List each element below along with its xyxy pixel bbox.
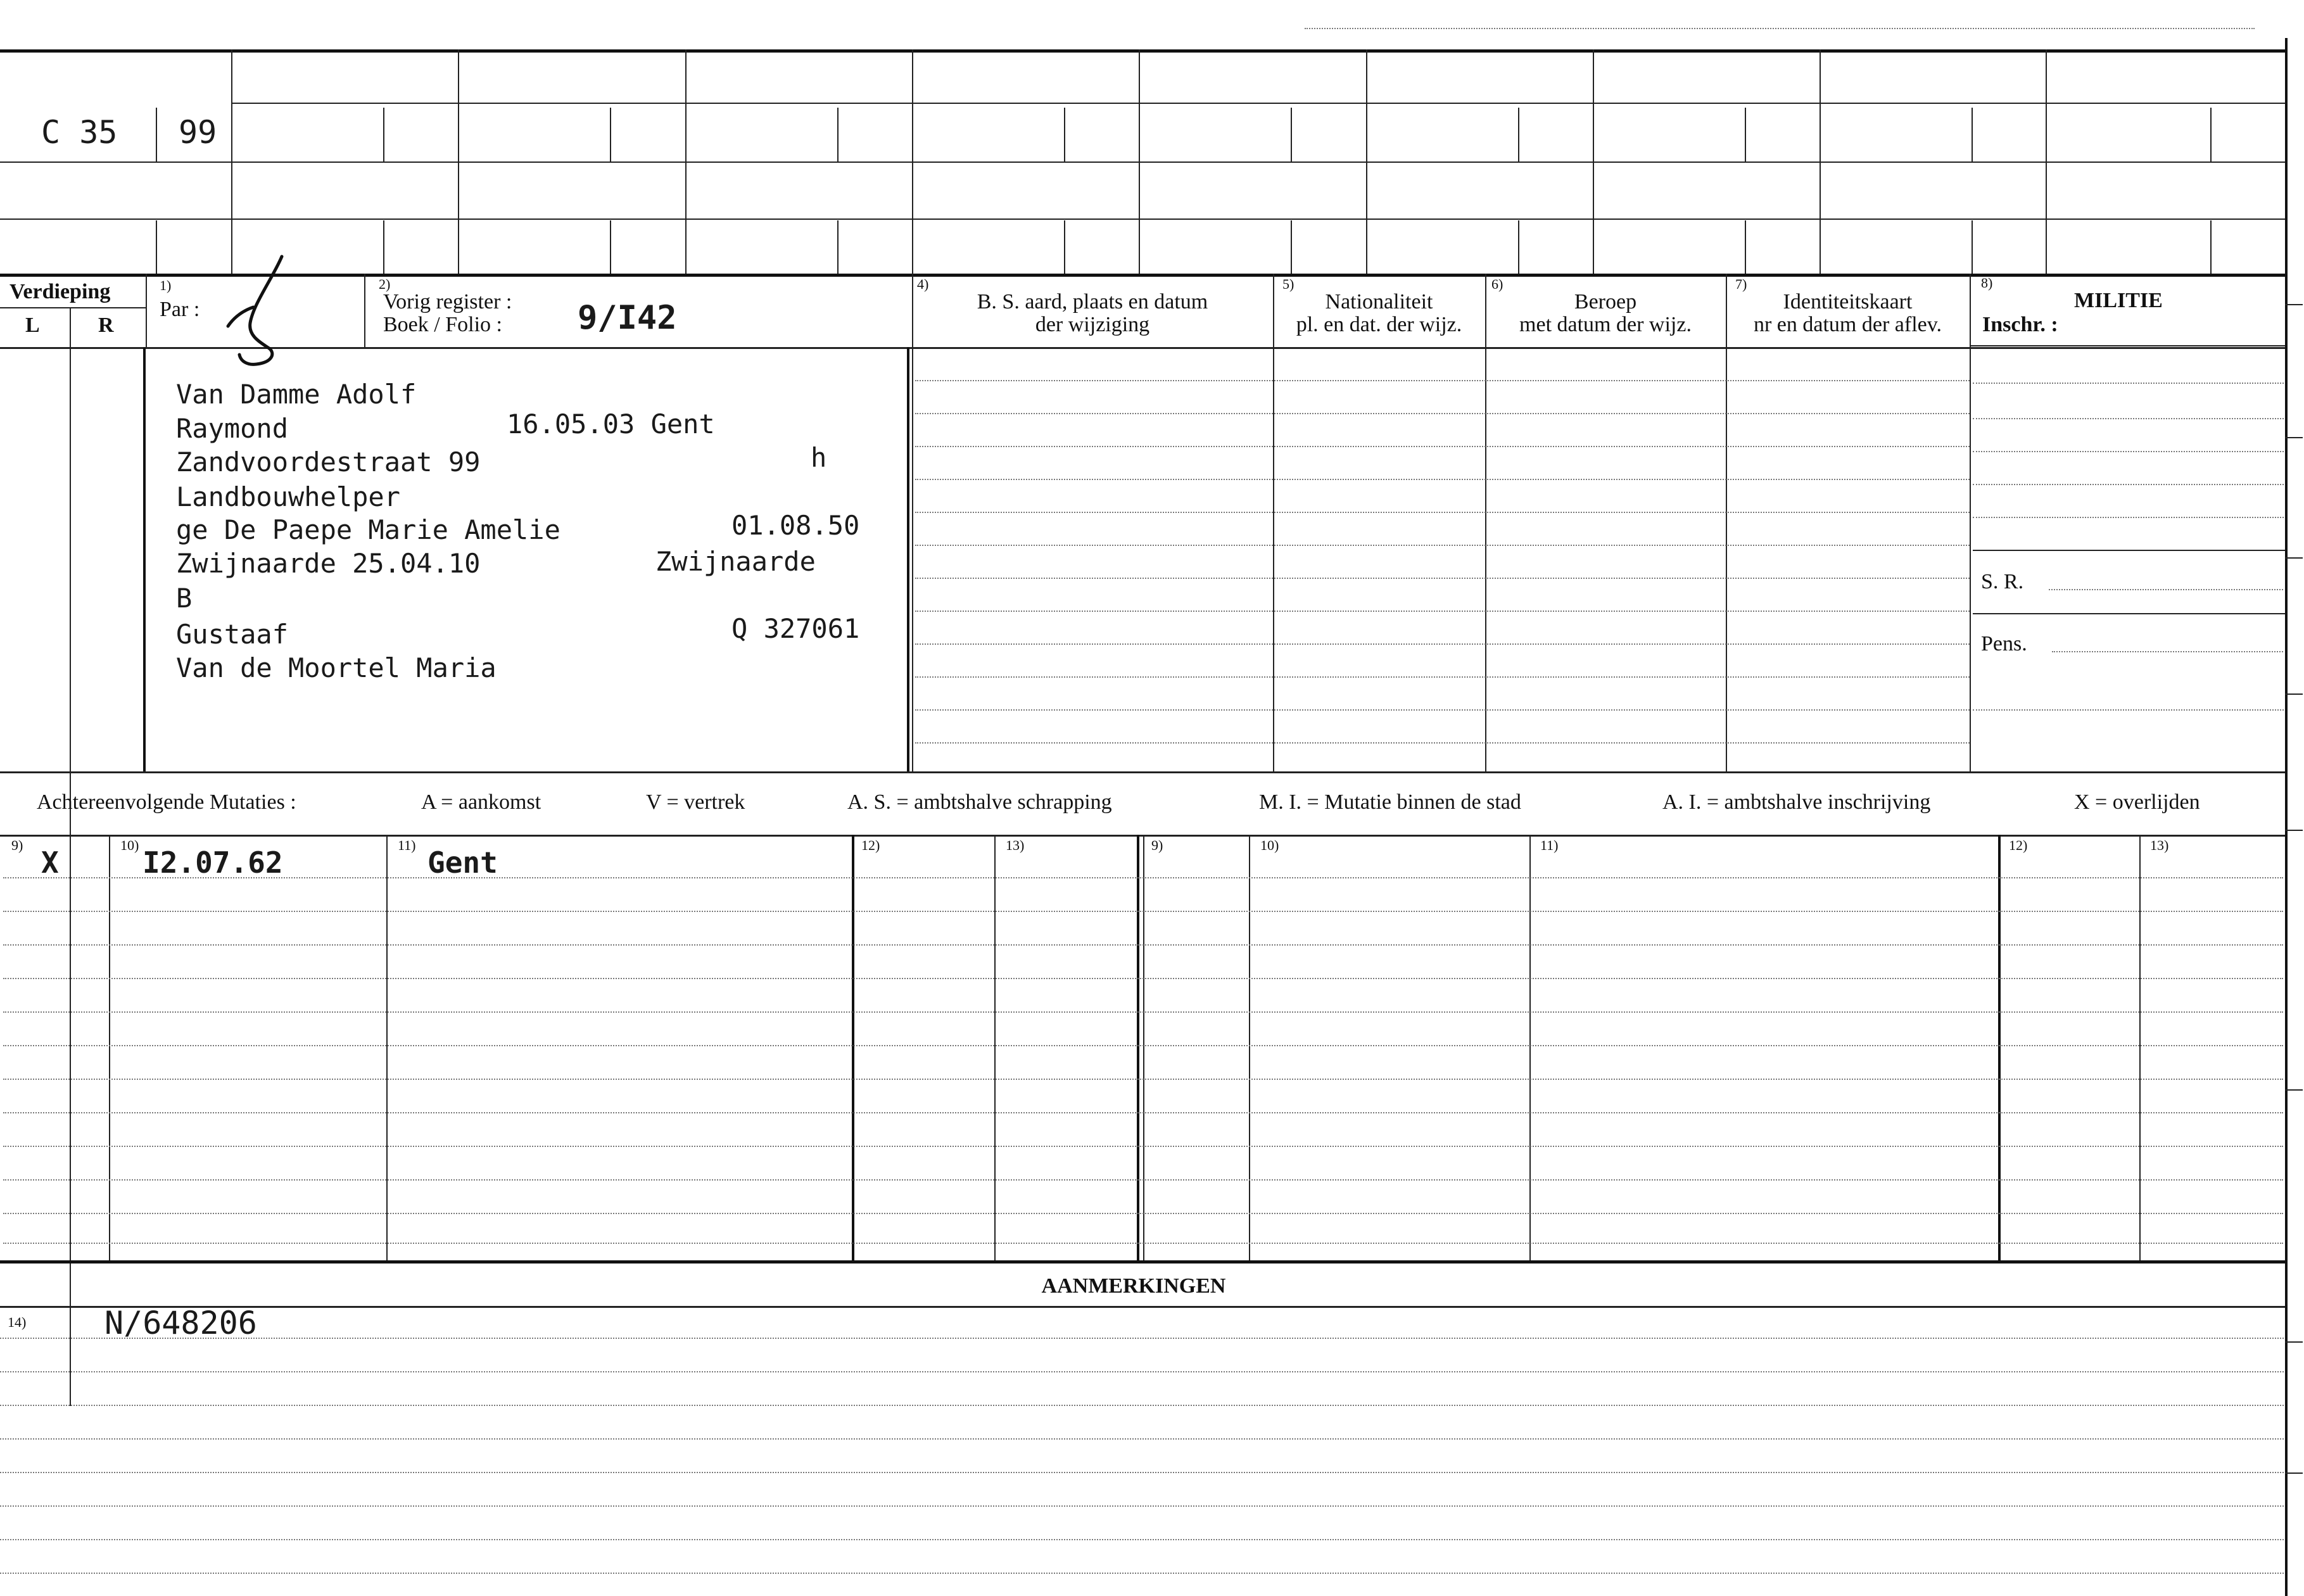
col-r-right	[143, 347, 146, 771]
row-line	[3, 1146, 2283, 1147]
mutaties-bottom-line	[0, 1260, 2286, 1264]
field-2-num: 2)	[379, 276, 391, 292]
militie-left	[1970, 274, 1971, 771]
beroep-left	[1485, 274, 1486, 771]
mut-vline	[1529, 835, 1531, 1260]
mut-col-9-left: 9)	[11, 837, 23, 853]
grid-vline-minor	[2210, 108, 2212, 162]
person-bottom-line	[0, 771, 2286, 773]
row-line	[1973, 550, 2286, 551]
mut-col-11-right: 11)	[1540, 837, 1559, 853]
mut-vline	[2139, 835, 2141, 1260]
vorig-left	[364, 274, 365, 347]
row-line	[1973, 484, 2286, 485]
register-number: 99	[179, 114, 217, 151]
bs-left	[912, 274, 913, 771]
torn-edge-line	[1305, 28, 2255, 29]
boek-folio-value: 9/I42	[578, 299, 677, 337]
id-line1: Identiteitskaart	[1783, 290, 1913, 314]
row-line	[915, 479, 1970, 480]
edge-tick	[2285, 694, 2303, 695]
field-7-num: 7)	[1735, 276, 1747, 292]
mut-vline	[386, 835, 388, 1260]
grid-vline-minor	[156, 220, 157, 274]
mut-vline	[994, 835, 996, 1260]
legend-ambtshalve-schrapping: A. S. = ambtshalve schrapping	[847, 790, 1112, 814]
field-1-num: 1)	[160, 277, 172, 293]
inschr-label: Inschr. :	[1982, 313, 2058, 336]
person-marriage-place: Zwijnaarde	[655, 546, 816, 577]
grid-line	[231, 103, 2286, 104]
row-line	[915, 446, 1970, 447]
bs-line1: B. S. aard, plaats en datum	[977, 290, 1208, 314]
edge-tick	[2285, 304, 2303, 305]
person-sex: h	[811, 442, 827, 473]
militie-line	[1970, 345, 2286, 346]
row-line	[915, 512, 1970, 513]
person-marriage: Zwijnaarde 25.04.10	[176, 548, 481, 579]
mut-vline	[852, 835, 854, 1260]
legend-aankomst: A = aankomst	[421, 790, 541, 814]
row-line	[915, 545, 1970, 546]
vorig-register-label: Vorig register :	[383, 290, 512, 314]
row-line	[0, 1539, 2286, 1540]
row-line	[1973, 613, 2286, 614]
mut-vline-center	[1137, 835, 1139, 1260]
row-line	[1973, 709, 2286, 711]
grid-top-border	[0, 49, 2286, 53]
code-divider	[156, 108, 157, 162]
person-nationality: B	[176, 583, 193, 614]
edge-tick	[2285, 1472, 2303, 1474]
row-line	[1973, 418, 2286, 419]
grid-vline	[912, 49, 913, 274]
row-line	[915, 578, 1970, 579]
grid-vline-minor	[837, 108, 839, 162]
person-id-number: Q 327061	[731, 613, 860, 644]
row-line	[1973, 383, 2286, 384]
grid-vline-minor	[1518, 108, 1519, 162]
row-line	[3, 1112, 2283, 1113]
grid-vline	[685, 49, 687, 274]
field-5-num: 5)	[1282, 276, 1294, 292]
mut-vline	[1998, 835, 2001, 1260]
grid-vline-minor	[383, 108, 384, 162]
row-line	[0, 1472, 2286, 1473]
mut-col-10-right: 10)	[1260, 837, 1279, 853]
person-father: Gustaaf	[176, 619, 289, 650]
grid-vline-minor	[383, 220, 384, 274]
mut-col-13-right: 13)	[2150, 837, 2169, 853]
col-l-r-divider	[70, 307, 71, 1406]
grid-vline-minor	[2210, 220, 2212, 274]
id-line2: nr en datum der aflev.	[1753, 313, 1942, 336]
grid-line	[0, 162, 2286, 163]
pens-line	[2052, 651, 2283, 652]
legend-mutatie-binnen-stad: M. I. = Mutatie binnen de stad	[1259, 790, 1521, 814]
beroep-line1: Beroep	[1574, 290, 1637, 314]
mut-col-9-right: 9)	[1151, 837, 1163, 853]
row-line	[3, 1179, 2283, 1181]
bs-line2: der wijziging	[1035, 313, 1150, 336]
sr-label: S. R.	[1981, 570, 2024, 593]
grid-vline-minor	[1518, 220, 1519, 274]
grid-vline-minor	[1972, 108, 1973, 162]
pens-label: Pens.	[1981, 632, 2027, 656]
person-address: Zandvoordestraat 99	[176, 446, 481, 478]
grid-vline-minor	[1291, 220, 1292, 274]
edge-tick	[2285, 830, 2303, 831]
grid-vline-minor	[610, 220, 611, 274]
grid-vline-minor	[1064, 108, 1065, 162]
person-mother: Van de Moortel Maria	[176, 652, 497, 683]
person-birth: 16.05.03 Gent	[507, 408, 715, 440]
mutaties-title: Achtereenvolgende Mutaties :	[37, 790, 296, 814]
grid-vline	[1139, 49, 1140, 274]
mutatie-type: X	[41, 846, 59, 880]
row-line	[1973, 451, 2286, 452]
mut-vline	[1249, 835, 1250, 1260]
row-line	[0, 1405, 2286, 1406]
register-code: C 35	[41, 114, 118, 151]
grid-vline	[1820, 49, 1821, 274]
edge-tick	[2285, 1341, 2303, 1343]
par-label: Par :	[160, 298, 200, 321]
row-line	[3, 944, 2283, 946]
mut-col-10-left: 10)	[120, 837, 139, 853]
grid-vline	[1366, 49, 1367, 274]
aanmerkingen-num: 14)	[8, 1314, 27, 1330]
nat-line2: pl. en dat. der wijz.	[1296, 313, 1462, 336]
edge-tick	[2285, 1089, 2303, 1091]
mut-col-12-left: 12)	[861, 837, 880, 853]
col-l-label: L	[25, 314, 40, 337]
col-r-label: R	[98, 314, 114, 337]
grid-vline	[231, 49, 232, 274]
row-line	[915, 643, 1970, 645]
mutatie-date: I2.07.62	[142, 846, 283, 880]
row-line	[915, 676, 1970, 678]
row-line	[0, 1338, 2286, 1339]
row-line	[0, 1371, 2286, 1372]
verdieping-right	[146, 274, 147, 347]
boek-folio-label: Boek / Folio :	[383, 313, 502, 336]
militie-label: MILITIE	[2074, 289, 2163, 312]
field-4-num: 4)	[917, 276, 929, 292]
par-signature	[215, 253, 304, 374]
mut-col-13-left: 13)	[1006, 837, 1025, 853]
edge-tick	[2285, 437, 2303, 438]
row-line	[915, 413, 1970, 414]
id-left	[1726, 274, 1727, 771]
row-line	[3, 978, 2283, 979]
person-surname: Van Damme Adolf	[176, 379, 417, 410]
mut-vline-center2	[1143, 835, 1144, 1260]
row-line	[915, 709, 1970, 711]
field-8-num: 8)	[1981, 275, 1993, 291]
mut-col-11-left: 11)	[398, 837, 416, 853]
aanmerkingen-title: AANMERKINGEN	[1041, 1274, 1226, 1298]
sr-line	[2049, 589, 2283, 590]
row-line	[3, 877, 2283, 878]
row-line	[0, 1505, 2286, 1507]
beroep-line2: met datum der wijz.	[1519, 313, 1692, 336]
row-line	[0, 1573, 2286, 1574]
aanmerkingen-value: N/648206	[104, 1305, 257, 1341]
row-line	[915, 380, 1970, 381]
grid-vline	[2046, 49, 2047, 274]
grid-vline-minor	[1745, 220, 1746, 274]
grid-vline-minor	[1745, 108, 1746, 162]
row-line	[0, 1438, 2286, 1440]
person-spouse-date: 01.08.50	[731, 510, 860, 541]
row-line	[915, 742, 1970, 744]
grid-bottom-border	[0, 274, 2286, 277]
row-line	[3, 911, 2283, 912]
grid-vline-minor	[610, 108, 611, 162]
legend-vertrek: V = vertrek	[646, 790, 745, 814]
grid-vline	[458, 49, 459, 274]
grid-vline-minor	[1064, 220, 1065, 274]
mutatie-place: Gent	[427, 846, 498, 880]
grid-vline-minor	[1972, 220, 1973, 274]
row-line	[3, 1213, 2283, 1214]
row-line	[3, 1079, 2283, 1080]
grid-vline	[1593, 49, 1594, 274]
nat-line1: Nationaliteit	[1325, 290, 1433, 314]
field-6-num: 6)	[1491, 276, 1503, 292]
edge-tick	[2285, 557, 2303, 559]
row-line	[915, 611, 1970, 612]
person-occupation: Landbouwhelper	[176, 481, 401, 512]
aanmerkingen-top-line	[0, 1306, 2286, 1308]
grid-vline-minor	[1291, 108, 1292, 162]
header-bottom-line	[0, 347, 2286, 349]
row-line	[3, 1011, 2283, 1013]
legend-overlijden: X = overlijden	[2074, 790, 2200, 814]
right-edge	[2285, 38, 2288, 1596]
mut-vline	[109, 835, 110, 1260]
person-right	[907, 347, 909, 771]
row-line	[3, 1243, 2283, 1244]
person-second-name: Raymond	[176, 413, 289, 444]
person-spouse: ge De Paepe Marie Amelie	[176, 514, 560, 545]
verdieping-line	[0, 307, 146, 308]
nat-left	[1273, 274, 1274, 771]
legend-ambtshalve-inschrijving: A. I. = ambtshalve inschrijving	[1662, 790, 1931, 814]
grid-line	[0, 218, 2286, 220]
row-line	[3, 1045, 2283, 1046]
row-line	[1973, 517, 2286, 518]
mut-col-12-right: 12)	[2009, 837, 2028, 853]
verdieping-label: Verdieping	[9, 280, 111, 303]
grid-vline-minor	[837, 220, 839, 274]
